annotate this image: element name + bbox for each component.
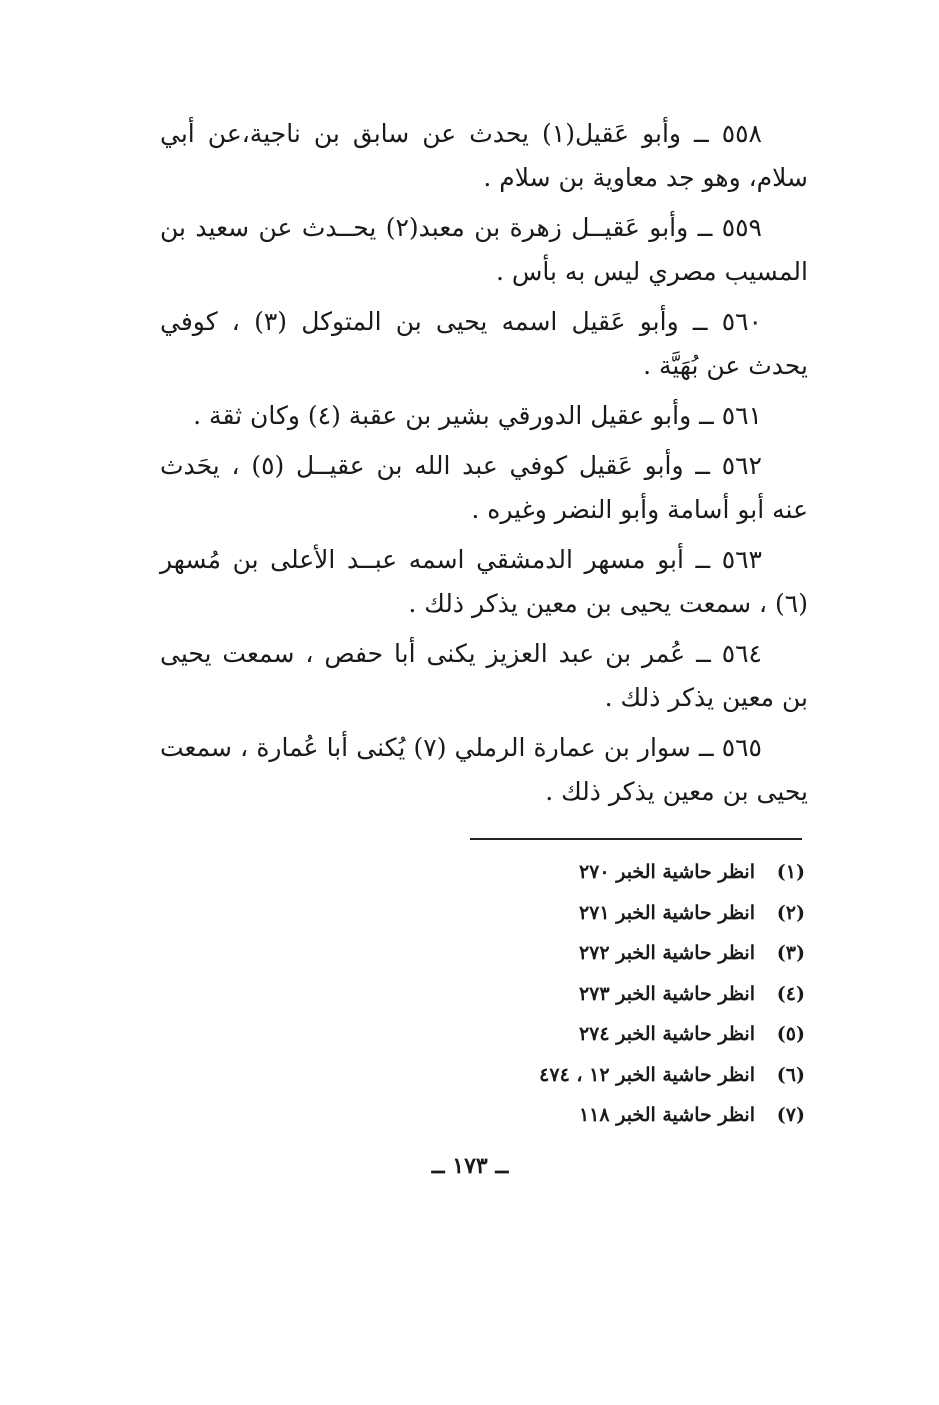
page-number: ــ ١٧٣ ــ [431, 1153, 509, 1179]
entries-list [160, 112, 808, 820]
footnote-text: انظر حاشية الخبر ٢٧٤ [578, 1023, 755, 1045]
footnote-5 [470, 1014, 805, 1055]
footnote-text: انظر حاشية الخبر ٢٧٢ [578, 942, 755, 964]
footnote-marker: (١) [776, 861, 805, 883]
entry-562: ٥٦٢ ــ وأبو عَقيل كوفي عبد الله بن عقيــل (٥) ، يحَدث عنه أبو أسامة وأبو النضر وغيره . [160, 451, 808, 524]
entry-564: ٥٦٤ ــ عُمر بن عبد العزيز يكنى أبا حفص ، سمعت يحيى بن معين يذكر ذلك . [160, 639, 808, 712]
footnote-6 [470, 1055, 805, 1096]
footnote-marker: (٥) [776, 1023, 805, 1045]
footnote-marker: (٤) [776, 982, 805, 1005]
entry-561: ٥٦١ ــ وأبو عقيل الدورقي بشير بن عقبة (٤) وكان ثقة . [193, 401, 762, 430]
footnote-text: انظر حاشية الخبر ٢٧٠ [578, 861, 755, 883]
footnote-3 [470, 933, 805, 974]
footnotes-list [470, 852, 805, 1136]
footnote-text: انظر حاشية الخبر ٢٧٣ [578, 982, 755, 1005]
footnote-4 [470, 974, 805, 1015]
entry-560: ٥٦٠ ــ وأبو عَقيل اسمه يحيى بن المتوكل (٣) ، كوفي يحدث عن بُهَيَّة . [160, 307, 808, 380]
footnote-text: انظر حاشية الخبر ١١٨ [578, 1104, 755, 1126]
footnote-2 [470, 893, 805, 934]
footnote-marker: (٧) [776, 1104, 805, 1126]
footnote-marker: (٢) [776, 901, 805, 924]
footnote-7 [470, 1095, 805, 1136]
entry-558: ٥٥٨ ــ وأبو عَقيل(١) يحدث عن سابق بن ناجية،عن أبي سلام، وهو جد معاوية بن سلام . [160, 119, 808, 192]
footnote-divider [470, 838, 802, 840]
footnote-text: انظر حاشية الخبر ٢٧١ [578, 901, 755, 924]
footnote-1 [470, 852, 805, 893]
footnote-text: انظر حاشية الخبر ١٢ ، ٤٧٤ [539, 1063, 755, 1086]
footnote-marker: (٦) [776, 1063, 805, 1086]
entry-565: ٥٦٥ ــ سوار بن عمارة الرملي (٧) يُكنى أبا عُمارة ، سمعت يحيى بن معين يذكر ذلك . [160, 733, 808, 806]
entry-563: ٥٦٣ ــ أبو مسهر الدمشقي اسمه عبــد الأعلى بن مُسهر (٦) ، سمعت يحيى بن معين يذكر ذلك . [160, 545, 808, 618]
footnote-marker: (٣) [776, 942, 805, 964]
entry-559: ٥٥٩ ــ وأبو عَقيــل زهرة بن معبد(٢) يحــدث عن سعيد بن المسيب مصري ليس به بأس . [160, 213, 808, 286]
